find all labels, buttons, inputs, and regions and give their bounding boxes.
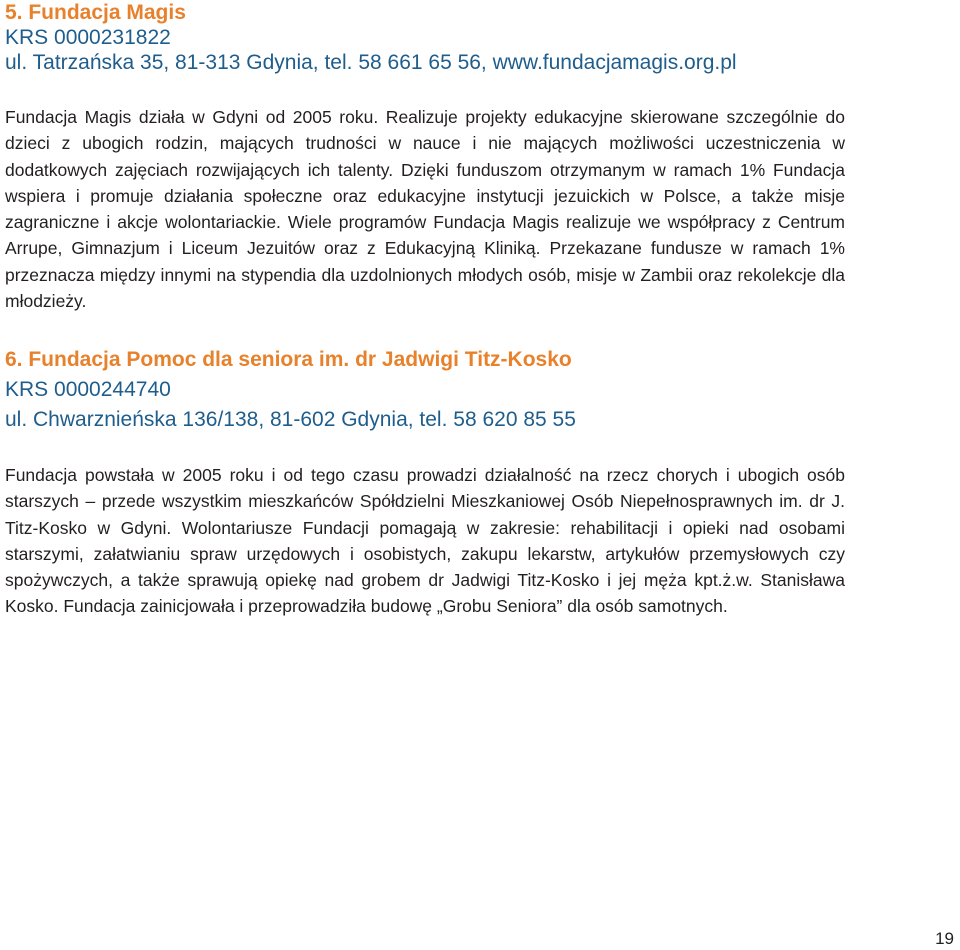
- address-line: ul. Tatrzańska 35, 81-313 Gdynia, tel. 58 661 65 56, www.fundacjamagis.org.pl: [5, 51, 737, 74]
- krs-number: KRS 0000244740: [5, 378, 171, 401]
- section-title: 5. Fundacja Magis: [5, 1, 186, 24]
- section-body: Fundacja Magis działa w Gdyni od 2005 roku. Realizuje projekty edukacyjne skierowane szczególnie do dzieci z ubogich rodzin, mających trudności w nauce i nie mających możliwości uczestniczenia w dodatkowych zajęciach rozwijających ich talenty. Dzięki funduszom otrzymanym w ramach 1% Fundacja wspiera i promuje działania społeczne oraz edukacyjne instytucji jezuickich w Polsce, a także misje zagraniczne i akcje wolontariackie. Wiele programów Fundacja Magis realizuje we współpracy z Centrum Arrupe, Gimnazjum i Liceum Jezuitów oraz z Edukacyjną Kliniką. Przekazane fundusze w ramach 1% przeznacza między innymi na stypendia dla uzdolnionych młodych osób, misje w Zambii oraz rekolekcje dla młodzieży.: [5, 107, 845, 312]
- section-body: Fundacja powstała w 2005 roku i od tego czasu prowadzi działalność na rzecz chorych i ubogich osób starszych – przede wszystkim mieszkańców Spółdzielni Mieszkaniowej Osób Niepełnosprawnych im. dr J. Titz-Kosko w Gdyni. Wolontariusze Fundacji pomagają w zakresie: rehabilitacji i opieki nad osobami starszymi, załatwianiu spraw urzędowych i osobistych, zakupu lekarstw, artykułów przemysłowych czy spożywczych, a także sprawują opiekę nad grobem dr Jadwigi Titz-Kosko i jej męża kpt.ż.w. Stanisława Kosko. Fundacja zainicjowała i przeprowadziła budowę „Grobu Seniora” dla osób samotnych.: [5, 465, 845, 617]
- krs-number: KRS 0000231822: [5, 26, 171, 49]
- page-number: 19: [935, 929, 954, 948]
- section-fundacja-magis: [5, 0, 845, 314]
- section-title: 6. Fundacja Pomoc dla seniora im. dr Jadwigi Titz-Kosko: [5, 348, 572, 371]
- section-fundacja-pomoc-dla-seniora: [5, 345, 845, 620]
- address-line: ul. Chwarznieńska 136/138, 81-602 Gdynia, tel. 58 620 85 55: [5, 408, 576, 431]
